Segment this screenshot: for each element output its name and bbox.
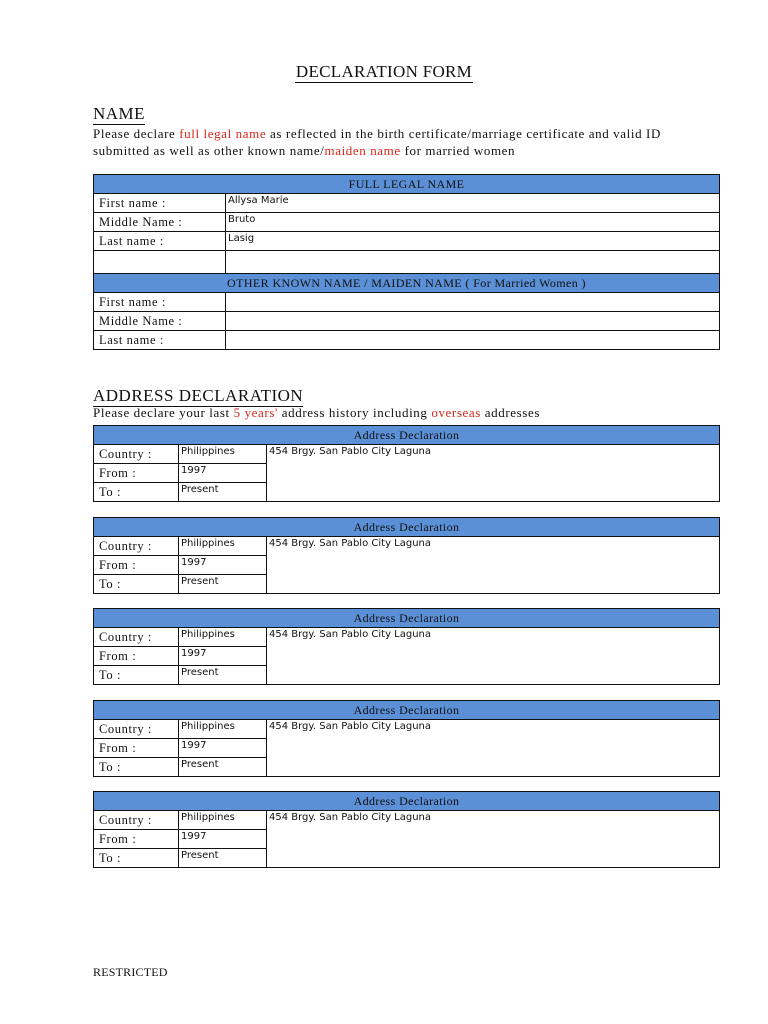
country-label: Country : bbox=[94, 628, 179, 647]
other-middle-name-field[interactable] bbox=[226, 312, 720, 331]
table-row bbox=[94, 445, 720, 464]
address-declaration-header: Address Declaration bbox=[94, 609, 720, 628]
table-row bbox=[94, 720, 720, 739]
address-declaration-header: Address Declaration bbox=[94, 518, 720, 537]
page-title: DECLARATION FORM bbox=[295, 62, 473, 81]
from-label: From : bbox=[94, 556, 179, 575]
to-field[interactable]: Present bbox=[179, 666, 267, 685]
table-row bbox=[94, 213, 720, 232]
other-middle-name-label: Middle Name : bbox=[94, 312, 226, 331]
to-label: To : bbox=[94, 758, 179, 777]
from-label: From : bbox=[94, 647, 179, 666]
full-legal-name-header: FULL LEGAL NAME bbox=[94, 175, 720, 194]
address-field[interactable]: 454 Brgy. San Pablo City Laguna bbox=[267, 720, 720, 777]
to-label: To : bbox=[94, 849, 179, 868]
country-label: Country : bbox=[94, 720, 179, 739]
address-field[interactable]: 454 Brgy. San Pablo City Laguna bbox=[267, 445, 720, 502]
country-field[interactable]: Philippines bbox=[179, 628, 267, 647]
country-field[interactable]: Philippines bbox=[179, 811, 267, 830]
other-known-name-header: OTHER KNOWN NAME / MAIDEN NAME ( For Married Women ) bbox=[94, 274, 720, 293]
address-block-3 bbox=[93, 608, 720, 685]
middle-name-field[interactable]: Bruto bbox=[226, 213, 720, 232]
footer-classification: RESTRICTED bbox=[93, 965, 168, 979]
middle-name-label: Middle Name : bbox=[94, 213, 226, 232]
table-row bbox=[94, 312, 720, 331]
table-row bbox=[94, 331, 720, 350]
country-field[interactable]: Philippines bbox=[179, 537, 267, 556]
table-row bbox=[94, 537, 720, 556]
from-field[interactable]: 1997 bbox=[179, 647, 267, 666]
address-field[interactable]: 454 Brgy. San Pablo City Laguna bbox=[267, 537, 720, 594]
from-field[interactable]: 1997 bbox=[179, 464, 267, 483]
first-name-label: First name : bbox=[94, 194, 226, 213]
address-block-2 bbox=[93, 517, 720, 594]
country-field[interactable]: Philippines bbox=[179, 445, 267, 464]
name-instructions bbox=[93, 125, 661, 159]
address-declaration-header: Address Declaration bbox=[94, 701, 720, 720]
from-field[interactable]: 1997 bbox=[179, 739, 267, 758]
name-section-heading: NAME bbox=[93, 104, 146, 123]
from-label: From : bbox=[94, 739, 179, 758]
table-row bbox=[94, 293, 720, 312]
table-row bbox=[94, 628, 720, 647]
country-label: Country : bbox=[94, 537, 179, 556]
address-block-1 bbox=[93, 425, 720, 502]
address-instructions: Please declare your last 5 years' address history including overseas addresses bbox=[93, 405, 540, 420]
from-label: From : bbox=[94, 464, 179, 483]
from-label: From : bbox=[94, 830, 179, 849]
first-name-field[interactable]: Allysa Marie bbox=[226, 194, 720, 213]
to-field[interactable]: Present bbox=[179, 575, 267, 594]
to-field[interactable]: Present bbox=[179, 849, 267, 868]
country-label: Country : bbox=[94, 811, 179, 830]
to-label: To : bbox=[94, 483, 179, 502]
blank-field[interactable] bbox=[226, 251, 720, 274]
country-label: Country : bbox=[94, 445, 179, 464]
to-field[interactable]: Present bbox=[179, 758, 267, 777]
to-label: To : bbox=[94, 575, 179, 594]
name-instructions-line2: submitted as well as other known name/maiden name for married women bbox=[93, 143, 516, 158]
other-last-name-field[interactable] bbox=[226, 331, 720, 350]
name-instructions-line1: Please declare full legal name as reflected in the birth certificate/marriage certificate and valid ID bbox=[93, 126, 661, 141]
to-label: To : bbox=[94, 666, 179, 685]
address-block-4 bbox=[93, 700, 720, 777]
table-row bbox=[94, 251, 720, 274]
last-name-field[interactable]: Lasig bbox=[226, 232, 720, 251]
address-section-heading: ADDRESS DECLARATION bbox=[93, 386, 304, 405]
address-field[interactable]: 454 Brgy. San Pablo City Laguna bbox=[267, 628, 720, 685]
address-declaration-header: Address Declaration bbox=[94, 792, 720, 811]
other-first-name-label: First name : bbox=[94, 293, 226, 312]
to-field[interactable]: Present bbox=[179, 483, 267, 502]
country-field[interactable]: Philippines bbox=[179, 720, 267, 739]
address-field[interactable]: 454 Brgy. San Pablo City Laguna bbox=[267, 811, 720, 868]
last-name-label: Last name : bbox=[94, 232, 226, 251]
other-last-name-label: Last name : bbox=[94, 331, 226, 350]
address-declaration-header: Address Declaration bbox=[94, 426, 720, 445]
address-block-5 bbox=[93, 791, 720, 868]
table-row bbox=[94, 232, 720, 251]
other-first-name-field[interactable] bbox=[226, 293, 720, 312]
from-field[interactable]: 1997 bbox=[179, 830, 267, 849]
from-field[interactable]: 1997 bbox=[179, 556, 267, 575]
table-row bbox=[94, 194, 720, 213]
legal-name-table bbox=[93, 174, 720, 350]
blank-label-cell bbox=[94, 251, 226, 274]
table-row bbox=[94, 811, 720, 830]
